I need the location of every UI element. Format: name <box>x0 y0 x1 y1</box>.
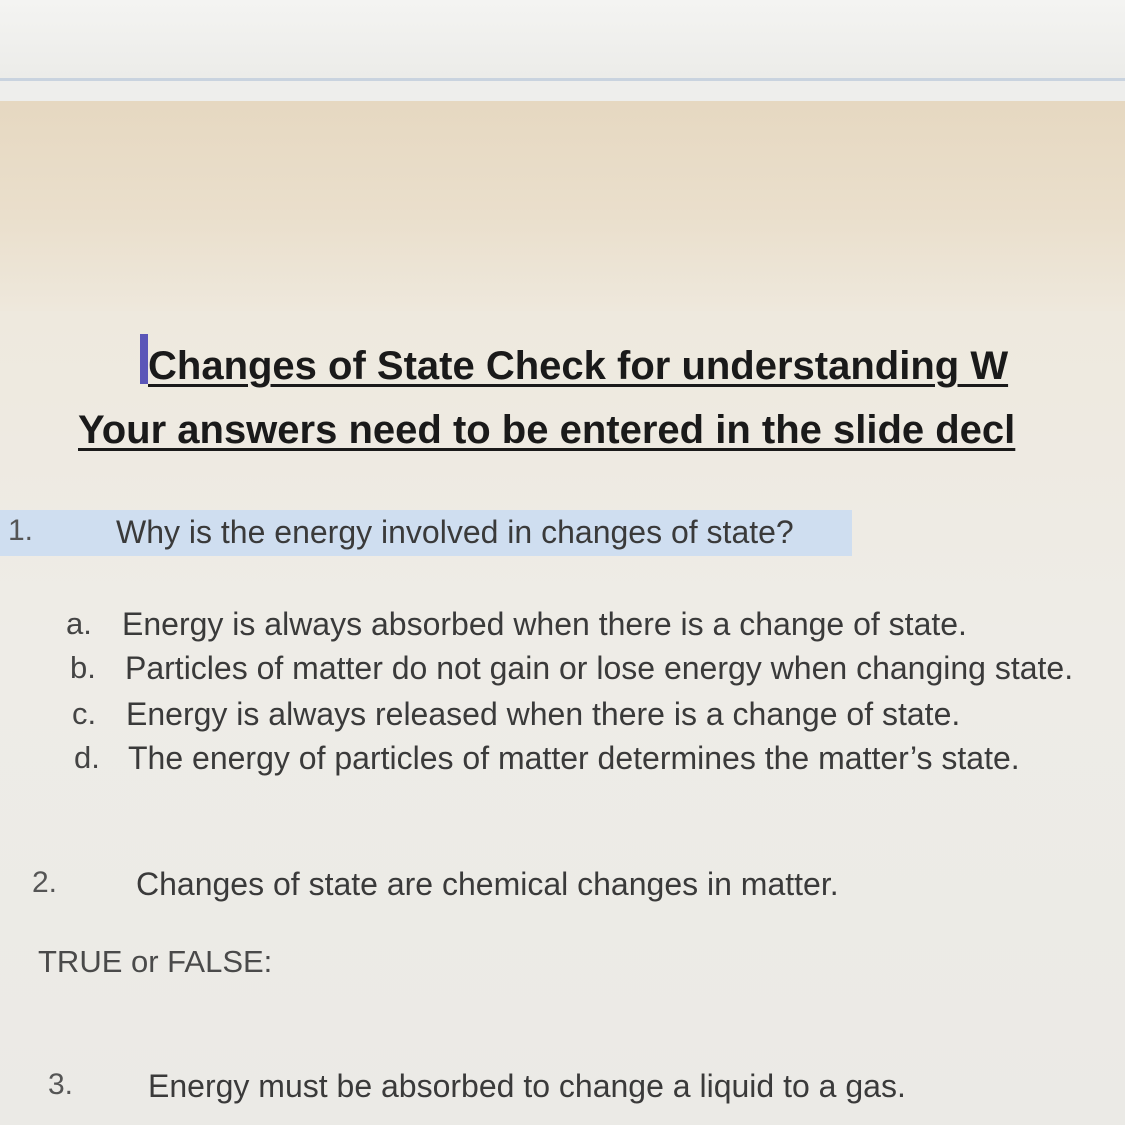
option-c-text[interactable]: Energy is always released when there is a change of state. <box>126 696 961 732</box>
document-subtitle[interactable]: Your answers need to be entered in the slide decl <box>78 408 1016 452</box>
option-b-text[interactable]: Particles of matter do not gain or lose energy when changing state. <box>125 650 1074 686</box>
option-d-letter: d. <box>74 740 100 775</box>
true-false-prompt[interactable]: TRUE or FALSE: <box>38 944 273 979</box>
option-a-letter: a. <box>66 606 92 641</box>
ruler-area <box>0 81 1125 101</box>
question-2-text[interactable]: Changes of state are chemical changes in matter. <box>136 866 839 902</box>
question-1-text[interactable]: Why is the energy involved in changes of state? <box>116 514 794 550</box>
page-header-area[interactable] <box>0 101 1125 311</box>
option-c-letter: c. <box>72 696 97 731</box>
text-cursor <box>140 334 148 384</box>
option-d-text[interactable]: The energy of particles of matter determines the matter’s state. <box>128 740 1020 776</box>
editor-toolbar <box>0 0 1125 78</box>
option-a-text[interactable]: Energy is always absorbed when there is a change of state. <box>122 606 967 642</box>
option-b-letter: b. <box>70 650 96 685</box>
question-2-number[interactable]: 2. <box>32 866 58 899</box>
question-1-number[interactable]: 1. <box>8 514 34 547</box>
question-3-number[interactable]: 3. <box>48 1068 74 1101</box>
question-3-text[interactable]: Energy must be absorbed to change a liquid to a gas. <box>148 1068 906 1104</box>
document-title[interactable]: Changes of State Check for understanding W <box>148 344 1009 388</box>
